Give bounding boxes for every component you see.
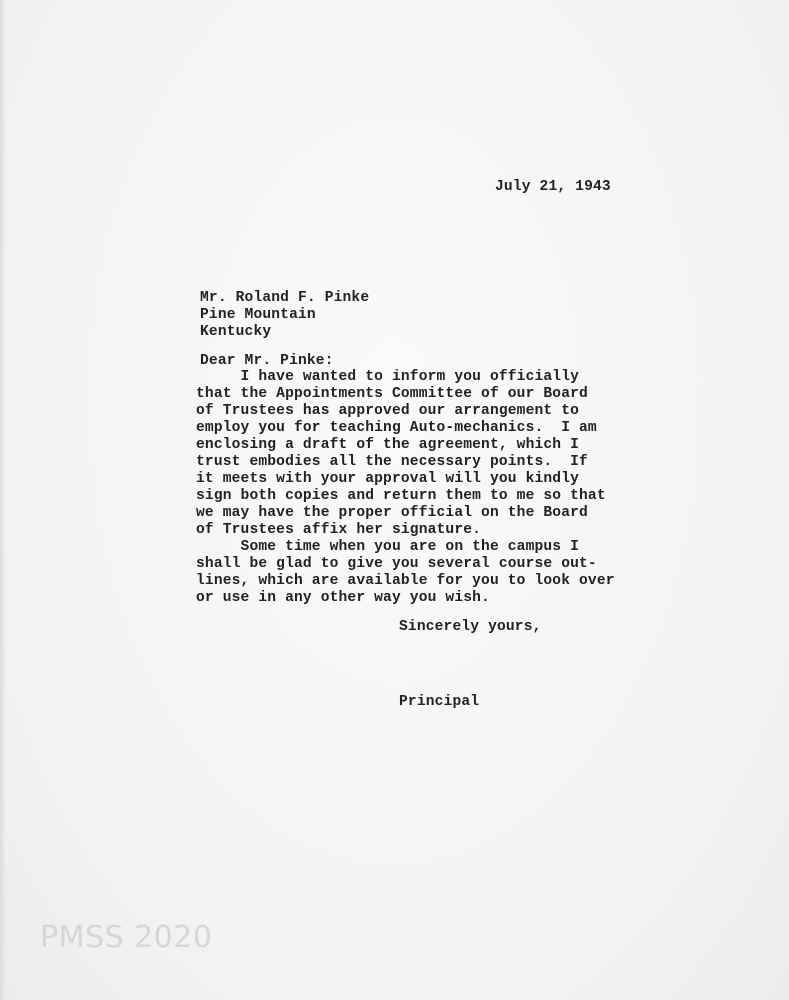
recipient-city: Pine Mountain (200, 307, 316, 323)
paragraph-line: Some time when you are on the campus I (196, 539, 580, 555)
signature-title: Principal (399, 694, 480, 710)
paragraph-line: lines, which are available for you to look over (196, 573, 615, 589)
paragraph-line: shall be glad to give you several course out- (196, 556, 597, 572)
archive-watermark: PMSS 2020 (40, 920, 213, 955)
closing: Sincerely yours, (399, 619, 542, 635)
paragraph-line: that the Appointments Committee of our Board (196, 386, 588, 402)
recipient-name: Mr. Roland F. Pinke (200, 290, 370, 306)
recipient-state: Kentucky (200, 324, 272, 340)
letter-date: July 21, 1943 (495, 179, 611, 195)
paragraph-line: of Trustees affix her signature. (196, 522, 482, 538)
paragraph-line: it meets with your approval will you kindly (196, 471, 580, 487)
paragraph-line: employ you for teaching Auto-mechanics. I am (196, 420, 597, 436)
paragraph-line: trust embodies all the necessary points. If (196, 454, 588, 470)
paragraph-line: enclosing a draft of the agreement, which I (196, 437, 580, 453)
paragraph-line: or use in any other way you wish. (196, 590, 490, 606)
paragraph-line: I have wanted to inform you officially (196, 369, 580, 385)
salutation: Dear Mr. Pinke: (200, 353, 334, 369)
page-edge-shadow (0, 0, 6, 1000)
paragraph-line: we may have the proper official on the Board (196, 505, 588, 521)
paragraph-line: of Trustees has approved our arrangement to (196, 403, 580, 419)
paragraph-line: sign both copies and return them to me so that (196, 488, 606, 504)
